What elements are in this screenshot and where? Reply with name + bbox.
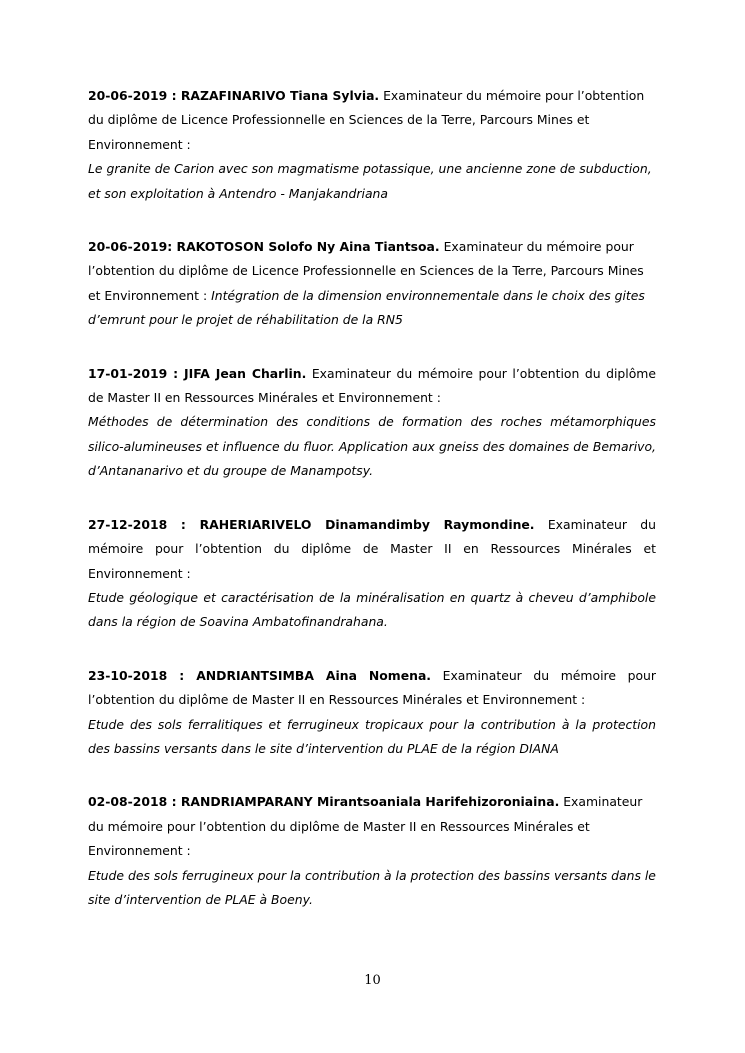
entry-heading: 20-06-2019 : RAZAFINARIVO Tiana Sylvia. [88, 88, 380, 103]
entry-4 [88, 513, 656, 635]
entry-heading: 17-01-2019 : JIFA Jean Charlin. [88, 365, 307, 381]
entry-heading: 23-10-2018 : ANDRIANTSIMBA Aina Nomena. [88, 667, 432, 683]
entry-description: Examinateur du mémoire pour l’obtention du diplôme de Licence Professionnelle en Sciences de la Terre, Parcours Mines et Environnement : [88, 239, 644, 303]
entry-title: Intégration de la dimension environnementale dans le choix des gites d’emrunt pour le projet de réhabilitation de la RN5 [88, 287, 645, 328]
entry-title: Etude des sols ferralitiques et ferrugineux tropicaux pour la contribution à la protection des bassins versants dans le site d’intervention du PLAE de la région DIANA [88, 716, 656, 756]
entry-title: Le granite de Carion avec son magmatisme potassique, une ancienne zone de subduction, et son exploitation à Antendro - Manjakandriana [88, 161, 652, 201]
entry-6 [88, 790, 656, 912]
entry-title: Méthodes de détermination des conditions de formation des roches métamorphiques silico-alumineuses et influence du fluor. Application aux gneiss des domaines de Bemarivo, d’Antananarivo et du groupe de Manampotsy. [88, 414, 656, 479]
entry-title: Etude des sols ferrugineux pour la contribution à la protection des bassins versants dans le site d’intervention de PLAE à Boeny. [88, 867, 656, 907]
entry-2 [88, 235, 656, 333]
page-number: 10 [364, 973, 381, 988]
entry-title: Etude géologique et caractérisation de la minéralisation en quartz à cheveu d’amphibole dans la région de Soavina Ambatofinandrahana. [88, 589, 656, 630]
entry-description: Examinateur du mémoire pour l’obtention du diplôme de Master II en Ressources Minérales et Environnement : [88, 516, 656, 581]
entry-description: Examinateur du mémoire pour l’obtention du diplôme de Master II en Ressources Minérales et Environnement : [88, 365, 656, 406]
entry-description: Examinateur du mémoire pour l’obtention du diplôme de Master II en Ressources Minérales et Environnement : [88, 794, 643, 859]
entry-5 [88, 664, 656, 762]
entry-heading: 27-12-2018 : RAHERIARIVELO Dinamandimby Raymondine. [88, 516, 535, 532]
entry-3 [88, 362, 656, 484]
entry-heading: 02-08-2018 : RANDRIAMPARANY Mirantsoaniala Harifehizoroniaina. [88, 794, 560, 810]
entry-description: Examinateur du mémoire pour l’obtention du diplôme de Master II en Ressources Minérales et Environnement : [88, 667, 656, 708]
entry-description: Examinateur du mémoire pour l’obtention du diplôme de Licence Professionnelle en Sciences de la Terre, Parcours Mines et Environnement : [88, 88, 645, 152]
entry-1 [88, 84, 656, 206]
page-content [88, 84, 656, 941]
entry-heading: 20-06-2019: RAKOTOSON Solofo Ny Aina Tiantsoa. [88, 239, 440, 255]
